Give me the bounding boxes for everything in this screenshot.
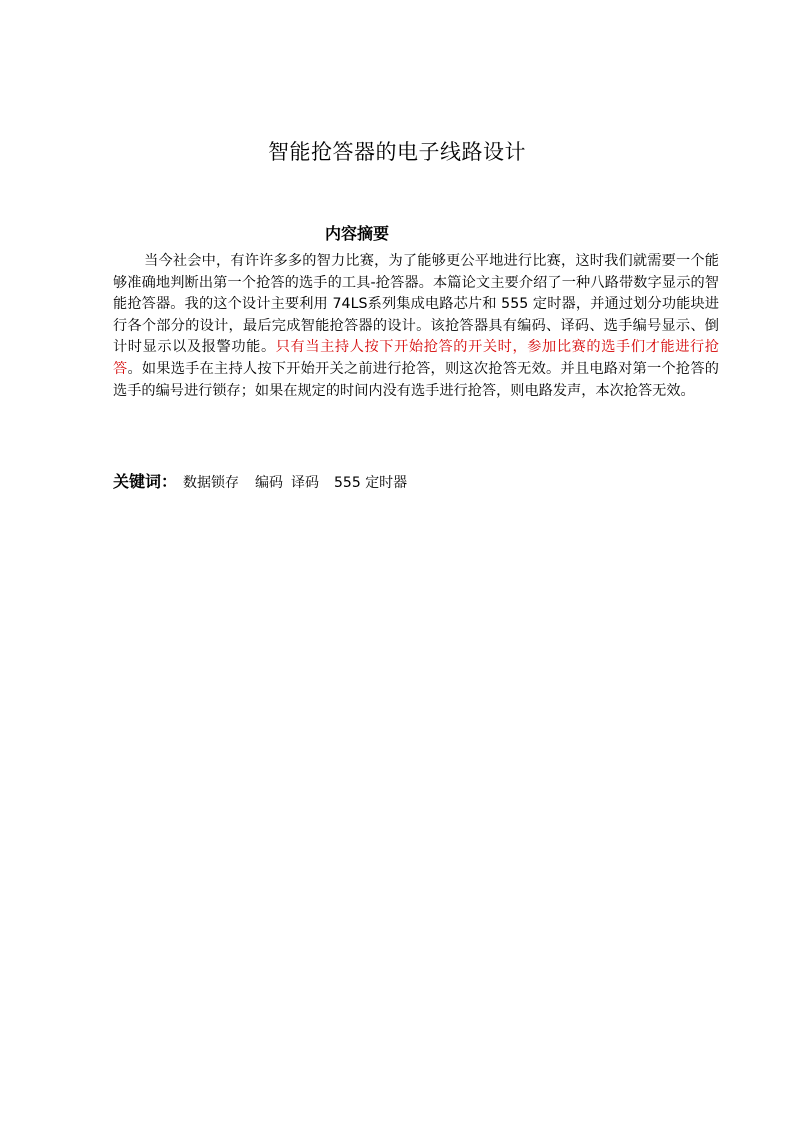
abstract-paragraph	[113, 251, 719, 402]
abstract-highlighted-text: 只有当主持人按下开始抢答的开关时，参加比赛的选手们才能进行抢答	[113, 339, 719, 377]
keywords-line	[113, 472, 407, 493]
keyword-item: 555 定时器	[334, 475, 408, 491]
keyword-item: 编码	[255, 475, 284, 491]
keyword-item: 数据锁存	[183, 475, 240, 491]
abstract-text-after-highlight: 。如果选手在主持人按下开始开关之前进行抢答，则这次抢答无效。并且电路对第一个抢答的选手的编号进行锁存；如果在规定的时间内没有选手进行抢答，则电路发声，本次抢答无效。	[113, 360, 719, 399]
abstract-heading: 内容摘要	[324, 224, 389, 243]
keywords-label: 关键词：	[113, 472, 178, 491]
document-title: 智能抢答器的电子线路设计	[268, 140, 526, 164]
keyword-item: 译码	[291, 475, 320, 491]
abstract-text-before-highlight: 当今社会中，有许许多多的智力比赛，为了能够更公平地进行比赛，这时我们就需要一个能够准确地判断出第一个抢答的选手的工具-抢答器。本篇论文主要介绍了一种八路带数字显示的智能抢答器。我的这个设计主要利用 74LS系列集成电路芯片和 555 定时器，并通过划分功能块进行各个部分的设计，最后完成智能抢答器的设计。该抢答器具有编码、译码、选手编号显示、倒计时显示以及报警功能。	[113, 253, 719, 356]
